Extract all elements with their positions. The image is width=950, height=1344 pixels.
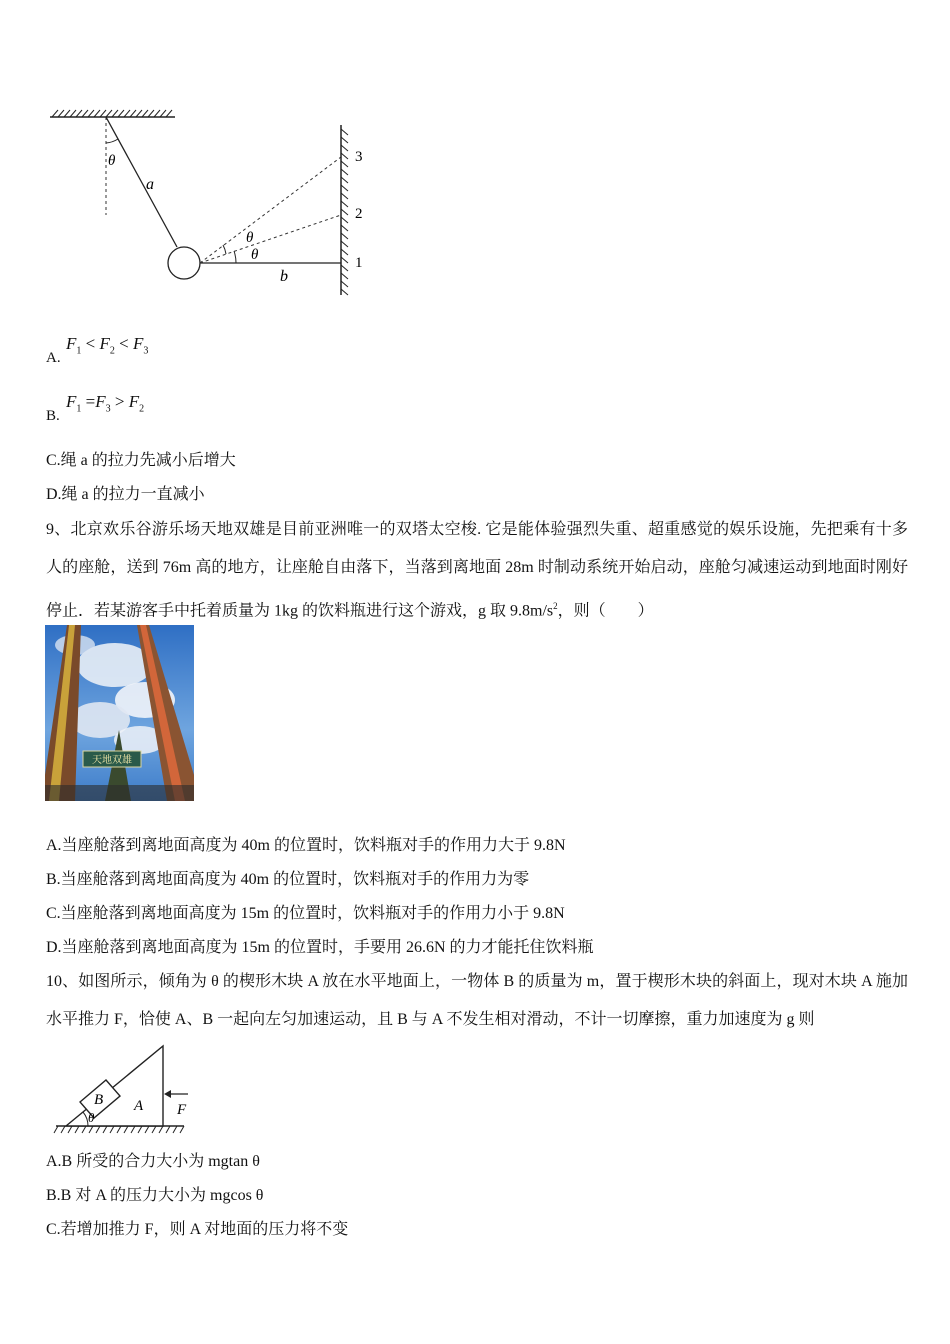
wedge-label-b: B [94, 1092, 104, 1108]
q8-option-a-formula: $F_1 < F_2 < F_3$ [66, 334, 149, 357]
q8-option-a-label: A. [46, 350, 61, 366]
wedge-label-a: A [134, 1098, 144, 1114]
wedge-figure [50, 1040, 200, 1136]
label-theta-top: θ [108, 153, 116, 169]
q8-option-b-formula: $F_1 =F_3 > F_2$ [66, 392, 145, 415]
q8-option-c: C.绳 a 的拉力先减小后增大 [46, 452, 236, 469]
q9-option-d: D.当座舱落到离地面高度为 15m 的位置时，手要用 26.6N 的力才能托住饮料瓶 [46, 939, 594, 956]
photo-sign-text: 天地双雄 [92, 755, 132, 766]
q10-stem: 10、如图所示，倾角为 θ 的楔形木块 A 放在水平地面上，一物体 B 的质量为 m，置于楔形木块的斜面上，现对木块 A 施加水平推力 F，恰使 A、B 一起向左匀加速运动，且 B 与 A 不发生相对滑动，不计一切摩擦，重力加速度为 g 则 [46, 973, 908, 1028]
wedge-label-f: F [177, 1102, 187, 1118]
label-theta-1: θ [246, 230, 254, 246]
drop-tower-photo [45, 625, 194, 801]
q9-option-c: C.当座舱落到离地面高度为 15m 的位置时，饮料瓶对手的作用力小于 9.8N [46, 905, 565, 922]
wedge-label-theta: θ [88, 1110, 95, 1125]
q9-option-b: B.当座舱落到离地面高度为 40m 的位置时，饮料瓶对手的作用力为零 [46, 871, 530, 888]
label-3: 3 [355, 149, 363, 165]
label-2: 2 [355, 206, 363, 222]
q9-option-a: A.当座舱落到离地面高度为 40m 的位置时，饮料瓶对手的作用力大于 9.8N [46, 837, 566, 854]
label-a: a [146, 176, 154, 193]
label-theta-2: θ [251, 247, 259, 263]
label-b: b [280, 268, 288, 285]
q10-option-b: B.B 对 A 的压力大小为 mgcos θ [46, 1187, 264, 1204]
pendulum-figure [40, 105, 380, 305]
q10-option-c: C.若增加推力 F，则 A 对地面的压力将不变 [46, 1221, 349, 1238]
q8-option-b-label: B. [46, 408, 60, 424]
q10-option-a: A.B 所受的合力大小为 mgtan θ [46, 1153, 260, 1170]
label-1: 1 [355, 255, 363, 271]
q9-stem: 9、北京欢乐谷游乐场天地双雄是目前亚洲唯一的双塔太空梭. 它是能体验强烈失重、超重感觉的娱乐设施，先把乘有十多人的座舱，送到 76m 高的地方，让座舱自由落下，当落到离地面 28m 时制动系统开始启动，座舱匀减速运动到地面时刚好停止．若某游客手中托着质量为 1kg 的饮料瓶进行这个游戏，g 取 $9.8m/s^2$，则（ ） [46, 521, 908, 620]
q8-option-d: D.绳 a 的拉力一直减小 [46, 486, 205, 503]
